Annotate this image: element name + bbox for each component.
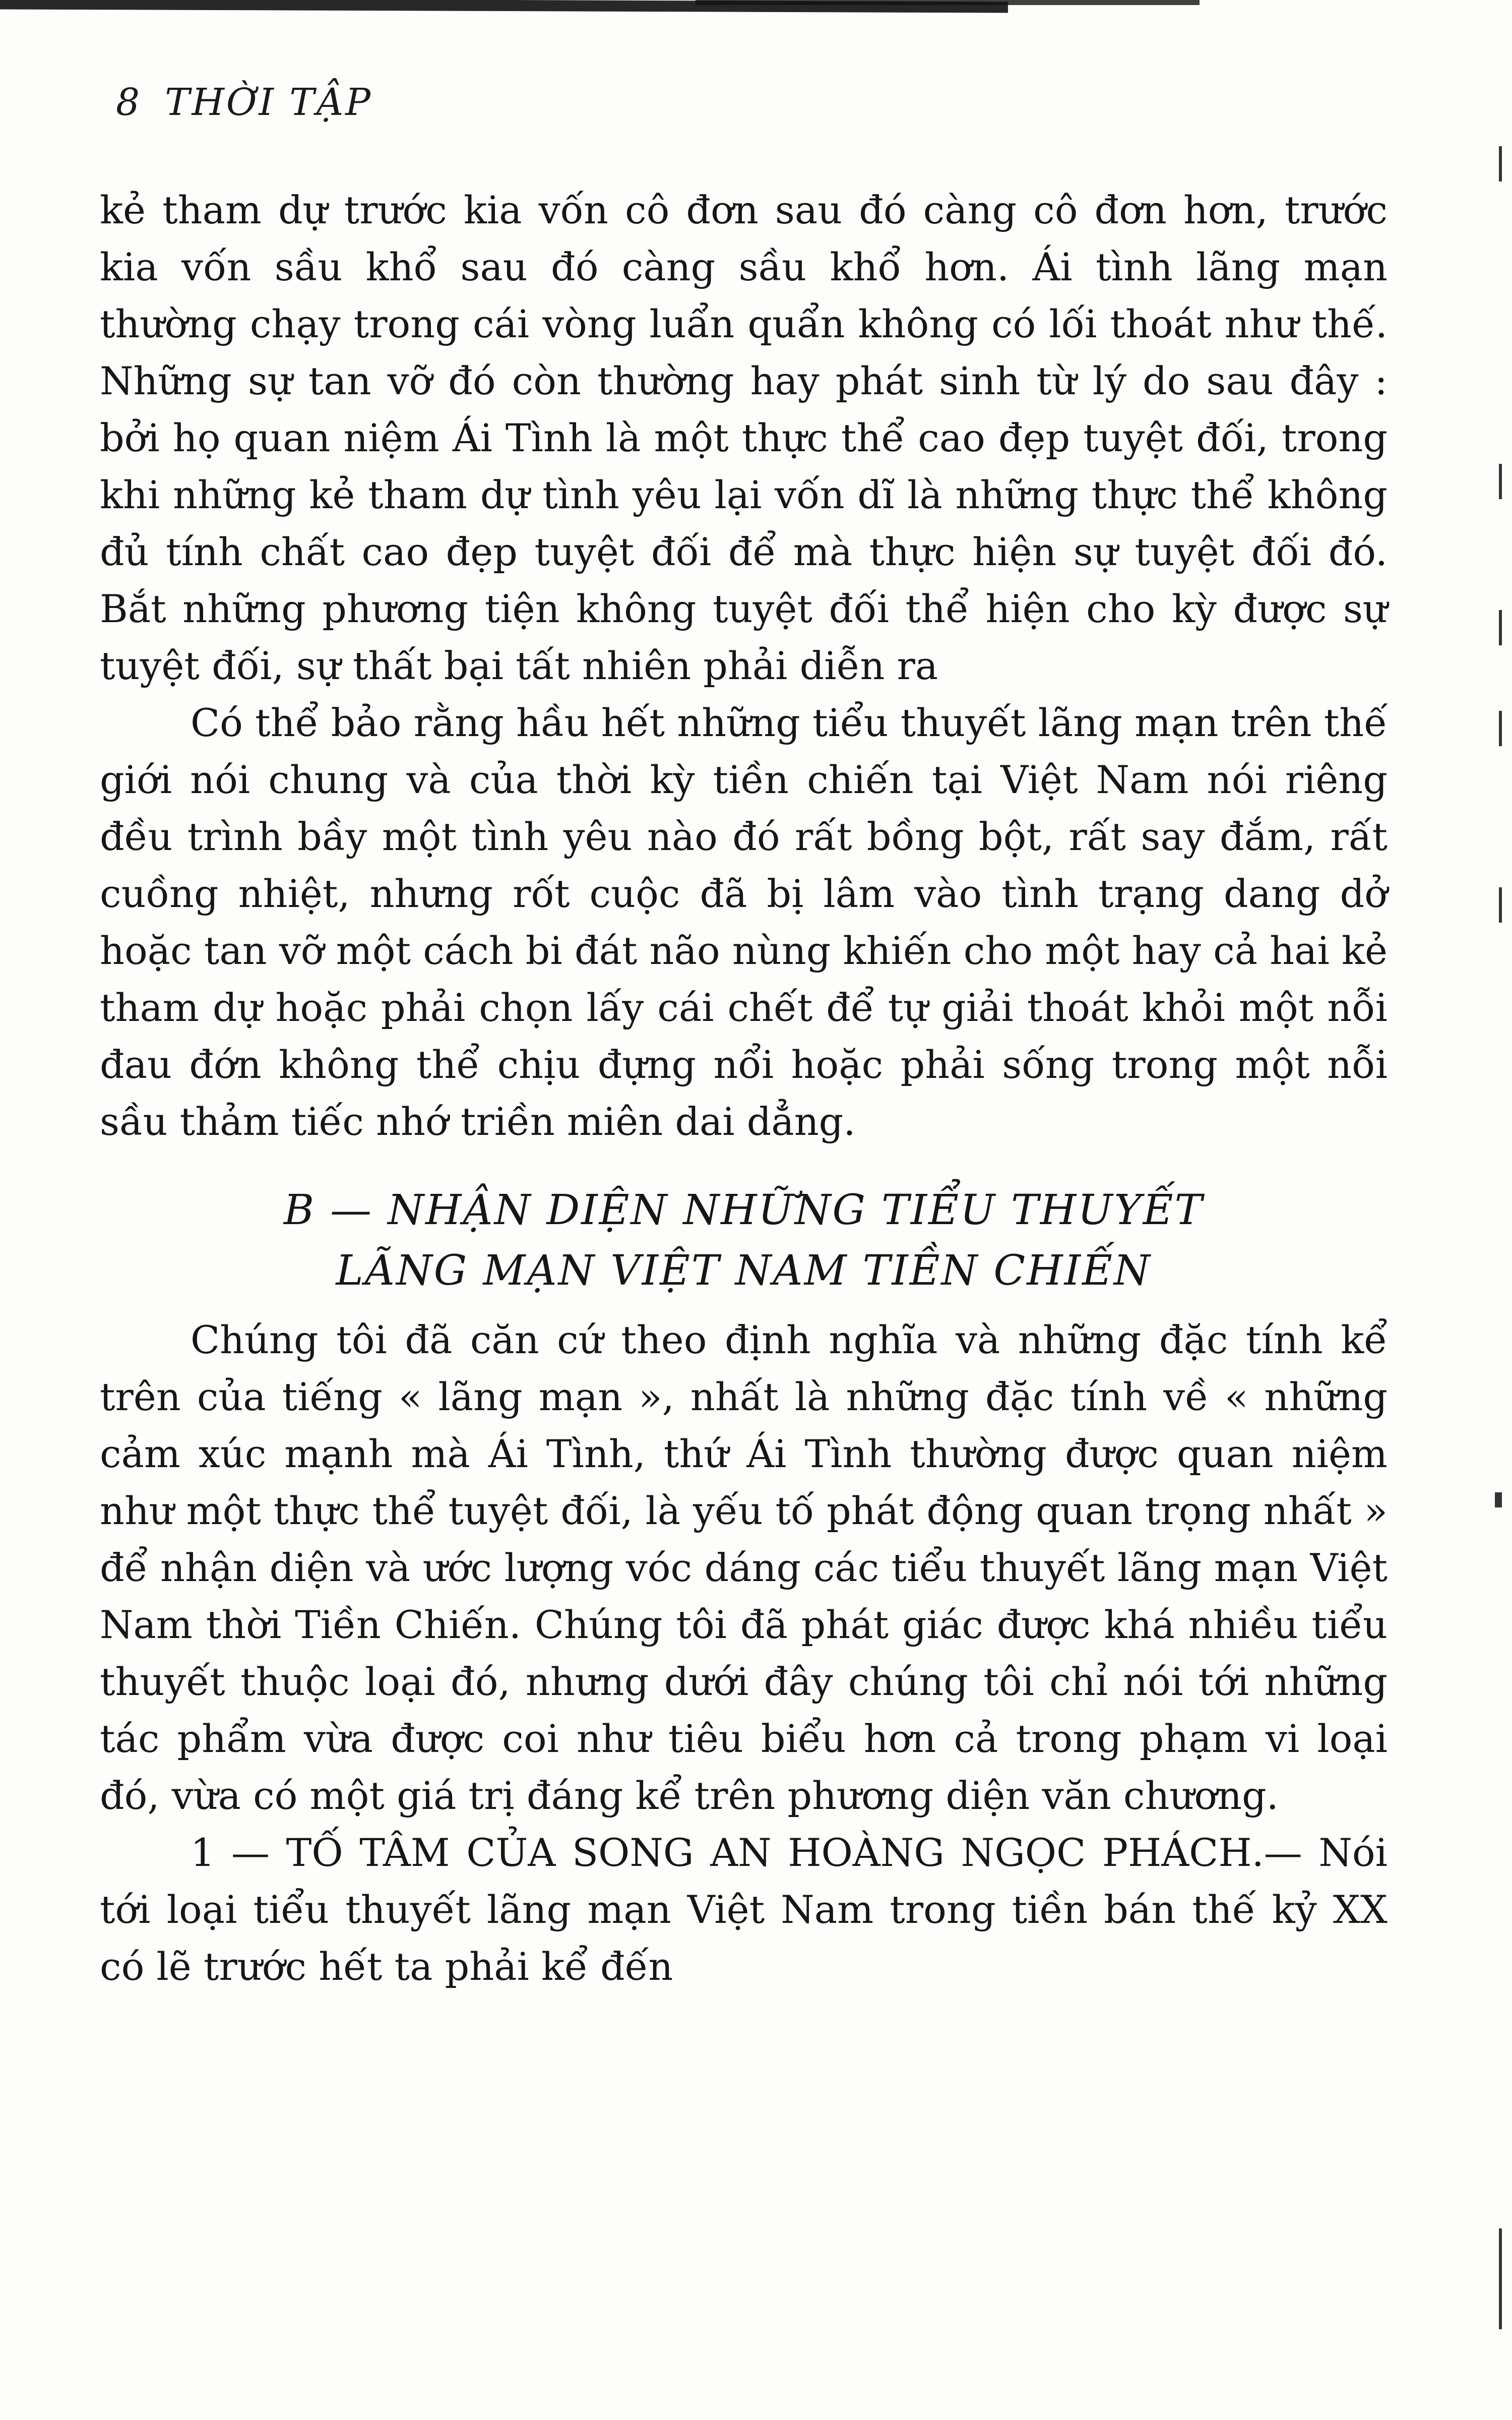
body-text bbox=[100, 182, 1388, 1995]
section-heading-line-1: B — NHẬN DIỆN NHỮNG TIỂU THUYẾT bbox=[283, 1186, 1204, 1234]
running-title: THỜI TẬP bbox=[165, 81, 372, 124]
scan-edge-top-right bbox=[696, 0, 1200, 5]
running-header bbox=[116, 81, 372, 124]
paragraph-4: 1 — TỐ TÂM CỦA SONG AN HOÀNG NGỌC PHÁCH.— Nói tới loại tiểu thuyết lãng mạn Việt Nam trong tiền bán thế kỷ XX có lẽ trước hết ta phải kể đến bbox=[100, 1830, 1388, 1989]
scan-edge-right bbox=[1497, 0, 1502, 2420]
page-number: 8 bbox=[116, 81, 142, 124]
section-heading bbox=[100, 1180, 1388, 1301]
section-heading-line-2: LÃNG MẠN VIỆT NAM TIỀN CHIẾN bbox=[336, 1247, 1152, 1295]
paragraph-3: Chúng tôi đã căn cứ theo định nghĩa và những đặc tính kể trên của tiếng « lãng mạn », nhất là những đặc tính về « những cảm xúc mạnh mà Ái Tình, thứ Ái Tình thường được quan niệm như một thực thể tuyệt đối, là yếu tố phát động quan trọng nhất » để nhận diện và ước lượng vóc dáng các tiểu thuyết lãng mạn Việt Nam thời Tiền Chiến. Chúng tôi đã phát giác được khá nhiều tiểu thuyết thuộc loại đó, nhưng dưới đây chúng tôi chỉ nói tới những tác phẩm vừa được coi như tiêu biểu hơn cả trong phạm vi loại đó, vừa có một giá trị đáng kể trên phương diện văn chương. bbox=[100, 1317, 1388, 1818]
paragraph-1: kẻ tham dự trước kia vốn cô đơn sau đó càng cô đơn hơn, trước kia vốn sầu khổ sau đó càng sầu khổ hơn. Ái tình lãng mạn thường chạy trong cái vòng luẩn quẩn không có lối thoát như thế. Những sự tan vỡ đó còn thường hay phát sinh từ lý do sau đây : bởi họ quan niệm Ái Tình là một thực thể cao đẹp tuyệt đối, trong khi những kẻ tham dự tình yêu lại vốn dĩ là những thực thể không đủ tính chất cao đẹp tuyệt đối để mà thực hiện sự tuyệt đối đó. Bắt những phương tiện không tuyệt đối thể hiện cho kỳ được sự tuyệt đối, sự thất bại tất nhiên phải diễn ra bbox=[100, 188, 1388, 688]
paragraph-2: Có thể bảo rằng hầu hết những tiểu thuyết lãng mạn trên thế giới nói chung và của thời kỳ tiền chiến tại Việt Nam nói riêng đều trình bầy một tình yêu nào đó rất bồng bột, rất say đắm, rất cuồng nhiệt, nhưng rốt cuộc đã bị lâm vào tình trạng dang dở hoặc tan vỡ một cách bi đát não nùng khiến cho một hay cả hai kẻ tham dự hoặc phải chọn lấy cái chết để tự giải thoát khỏi một nỗi đau đớn không thể chịu đựng nổi hoặc phải sống trong một nỗi sầu thảm tiếc nhớ triền miên dai dẳng. bbox=[100, 700, 1388, 1144]
